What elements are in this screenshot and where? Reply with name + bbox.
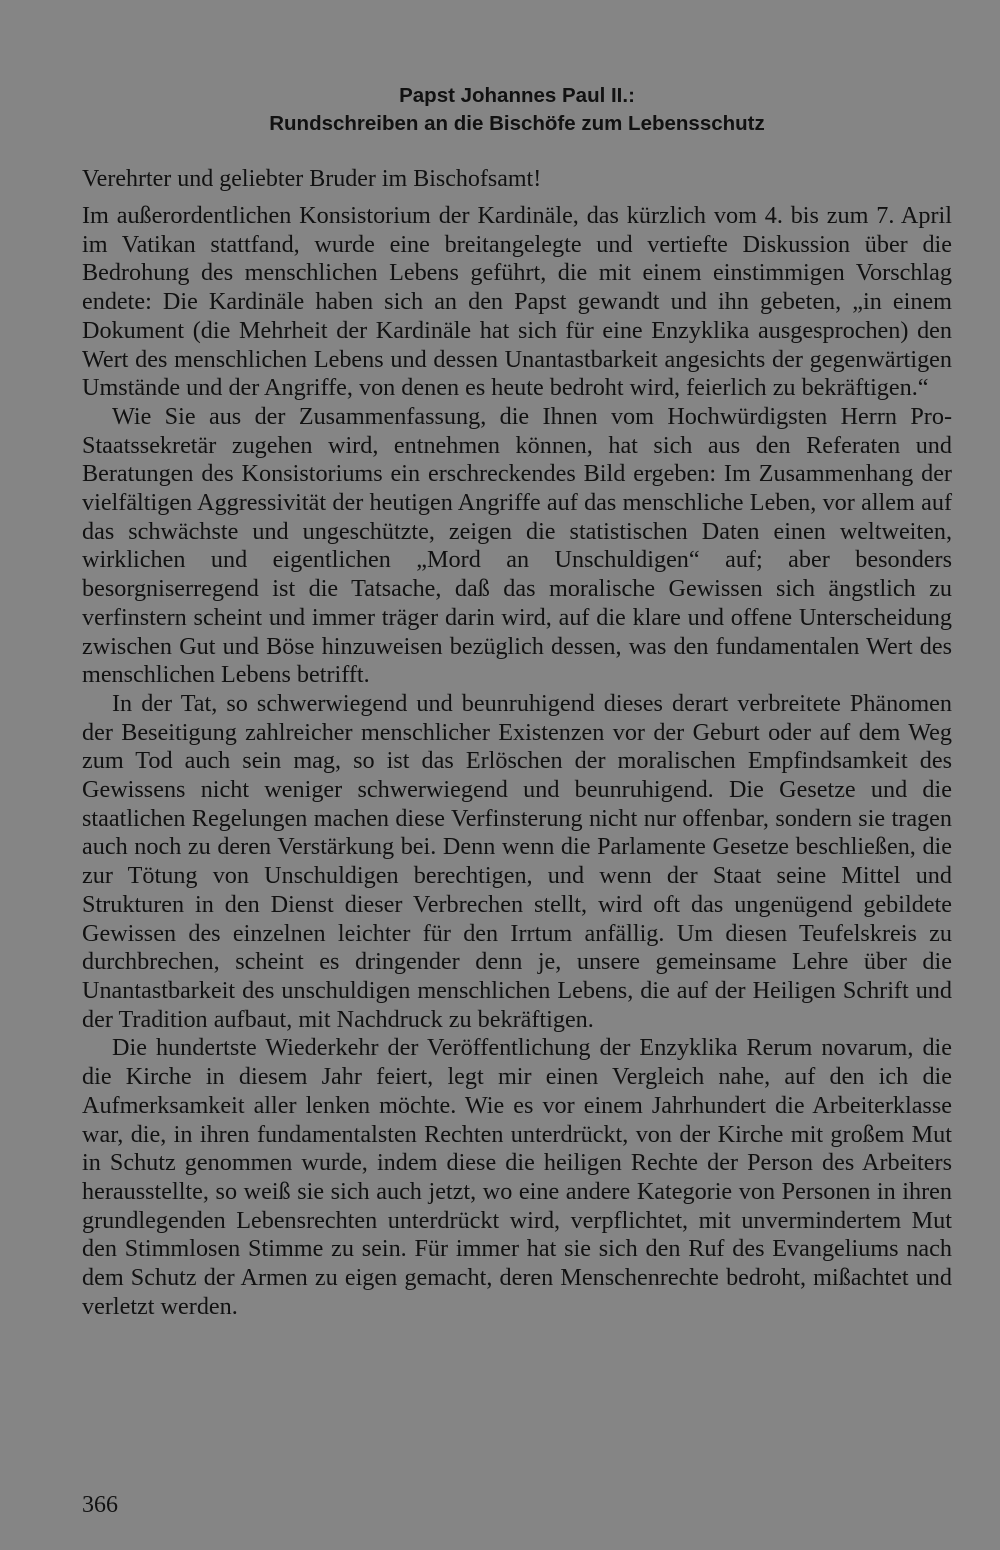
document-page (82, 82, 952, 1320)
page-title (82, 82, 952, 138)
title-line-2: Rundschreiben an die Bischöfe zum Lebensschutz (269, 112, 765, 135)
page-number: 366 (82, 1492, 118, 1518)
title-line-1: Papst Johannes Paul II.: (399, 84, 635, 107)
paragraph-3: In der Tat, so schwerwiegend und beunruhigend dieses derart verbreitete Phänomen der Beseitigung zahlreicher menschlicher Existenzen vor der Geburt oder auf dem Weg zum Tod auch sein mag, so ist das Erlöschen der moralischen Empfindsamkeit des Gewissens nicht weniger schwerwiegend und beunruhigend. Die Gesetze und die staatlichen Regelungen machen diese Verfinsterung nicht nur offenbar, sondern sie tragen auch noch zu deren Verstärkung bei. Denn wenn die Parlamente Gesetze beschließen, die zur Tötung von Unschuldigen berechtigen, und wenn der Staat seine Mittel und Strukturen in den Dienst dieser Verbrechen stellt, wird oft das ungenügend gebildete Gewissen des einzelnen leichter für den Irrtum anfällig. Um diesen Teufelskreis zu durchbrechen, scheint es dringender denn je, unsere gemeinsame Lehre über die Unantastbarkeit des unschuldigen menschlichen Lebens, die auf der Heiligen Schrift und der Tradition aufbaut, mit Nachdruck zu bekräftigen. (82, 689, 952, 1033)
salutation: Verehrter und geliebter Bruder im Bischofsamt! (82, 166, 542, 192)
paragraph-2: Wie Sie aus der Zusammenfassung, die Ihnen vom Hochwürdigsten Herrn Pro-Staatssekretär zugehen wird, entnehmen können, hat sich aus den Referaten und Beratungen des Konsistoriums ein erschreckendes Bild ergeben: Im Zusammenhang der vielfältigen Aggressivität der heutigen Angriffe auf das menschliche Leben, vor allem auf das schwächste und ungeschützte, zeigen die statistischen Daten einen weltweiten, wirklichen und eigentlichen „Mord an Unschuldigen“ auf; aber besonders besorgniserregend ist die Tatsache, daß das moralische Gewissen sich ängstlich zu verfinstern scheint und immer träger darin wird, auf die klare und offene Unterscheidung zwischen Gut und Böse hinzuweisen bezüglich dessen, was den fundamentalen Wert des menschlichen Lebens betrifft. (82, 402, 952, 689)
letter-body (82, 202, 952, 1321)
paragraph-1: Im außerordentlichen Konsistorium der Kardinäle, das kürzlich vom 4. bis zum 7. April im Vatikan stattfand, wurde eine breitangelegte und vertiefte Diskussion über die Bedrohung des menschlichen Lebens geführt, die mit einem einstimmigen Vorschlag endete: Die Kardinäle haben sich an den Papst gewandt und ihn gebeten, „in einem Dokument (die Mehrheit der Kardinäle hat sich für eine Enzyklika ausgesprochen) den Wert des menschlichen Lebens und dessen Unantastbarkeit angesichts der gegenwärtigen Umstände und der Angriffe, von denen es heute bedroht wird, feierlich zu bekräftigen.“ (82, 202, 952, 402)
paragraph-4: Die hundertste Wiederkehr der Veröffentlichung der Enzyklika Rerum novarum, die die Kirche in diesem Jahr feiert, legt mir einen Vergleich nahe, auf den ich die Aufmerksamkeit aller lenken möchte. Wie es vor einem Jahrhundert die Arbeiterklasse war, die, in ihren fundamentalsten Rechten unterdrückt, von der Kirche mit großem Mut in Schutz genommen wurde, indem diese die heiligen Rechte der Person des Arbeiters herausstellte, so weiß sie sich auch jetzt, wo eine andere Kategorie von Personen in ihren grundlegenden Lebensrechten unterdrückt wird, verpflichtet, mit unvermindertem Mut den Stimmlosen Stimme zu sein. Für immer hat sie sich den Ruf des Evangeliums nach dem Schutz der Armen zu eigen gemacht, deren Menschenrechte bedroht, mißachtet und verletzt werden. (82, 1034, 952, 1320)
